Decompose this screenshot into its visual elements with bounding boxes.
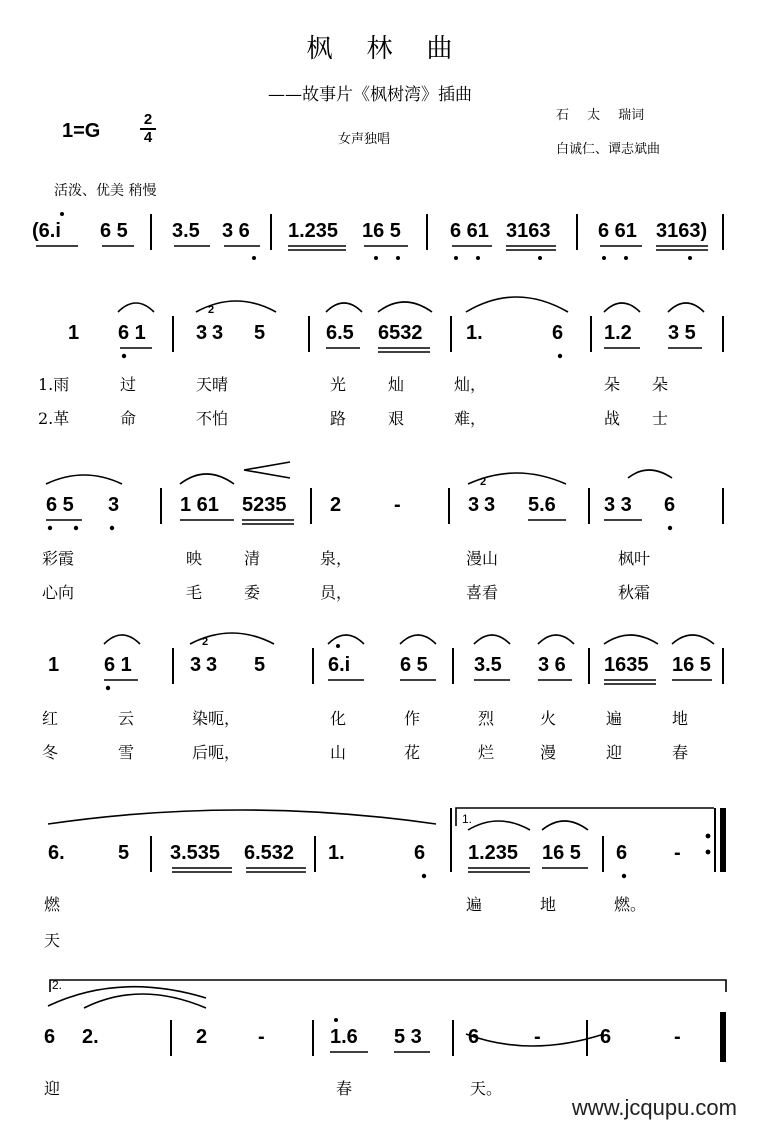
note: 1.2: [604, 322, 632, 344]
lyric: 化: [330, 709, 347, 728]
lyric: 员，: [320, 583, 353, 602]
note: 1: [68, 322, 80, 344]
barline: [452, 1020, 454, 1056]
note: 6.: [48, 842, 65, 864]
note: 3: [108, 494, 120, 516]
barline: [588, 648, 590, 684]
lyric: 红: [42, 709, 59, 728]
barline: [150, 836, 152, 872]
barline: [426, 214, 428, 250]
lyric: 映: [186, 549, 203, 568]
barline: [590, 316, 592, 352]
system-3-notes: [0, 654, 759, 684]
barline: [722, 214, 724, 250]
lyric: 灿: [388, 375, 405, 394]
lyric: 毛: [186, 583, 203, 602]
lyric: 迎: [44, 1079, 61, 1098]
time-signature: [140, 112, 156, 146]
note: 16 5: [362, 220, 401, 242]
note: 6: [616, 842, 628, 864]
lyric: 燃。: [614, 895, 647, 914]
barline: [450, 808, 452, 872]
note: 3 6: [222, 220, 250, 242]
volta-1-label: 1.: [462, 812, 473, 826]
lyric: 遍: [606, 709, 623, 728]
note: 1.: [466, 322, 483, 344]
note: 2: [330, 494, 342, 516]
note: 3: [212, 322, 224, 344]
note: 5.6: [528, 494, 556, 516]
barline: [270, 214, 272, 250]
lyric: 春: [336, 1079, 353, 1098]
lyric: 心向: [42, 583, 75, 602]
note: 3.5: [474, 654, 502, 676]
note: -: [674, 1026, 681, 1048]
note: 1.235: [468, 842, 519, 864]
note: -: [674, 842, 681, 864]
lyric: 春: [672, 743, 689, 762]
note: 2: [196, 1026, 208, 1048]
lyric: 烈: [478, 709, 495, 728]
barline: [602, 836, 604, 872]
lyric: 天: [44, 931, 61, 950]
note: 6: [600, 1026, 612, 1048]
note: -: [534, 1026, 541, 1048]
lyric: 委: [244, 583, 261, 602]
lyric: 不怕: [196, 409, 229, 428]
lyric: 花: [404, 743, 421, 762]
note: 6: [552, 322, 564, 344]
note: 16 5: [672, 654, 711, 676]
lyric: 路: [330, 409, 347, 428]
lyric: 山: [330, 743, 347, 762]
final-barline: [720, 1012, 726, 1062]
lyric: 地: [672, 709, 689, 728]
note: 1.235: [288, 220, 339, 242]
barline: [450, 316, 452, 352]
barline: [576, 214, 578, 250]
lyric: 光: [330, 375, 347, 394]
lyric: 漫山: [466, 549, 499, 568]
note: 6: [664, 494, 676, 516]
lyric: 喜看: [466, 583, 499, 602]
song-title: 枫林曲: [306, 34, 487, 64]
note: 5 3: [394, 1026, 422, 1048]
barline: [312, 648, 314, 684]
barline: [722, 488, 724, 524]
note: 1 61: [180, 494, 219, 516]
lyric: 地: [540, 895, 557, 914]
lyric: 后呃，: [192, 743, 241, 762]
barline: [170, 1020, 172, 1056]
note: 3 3: [604, 494, 632, 516]
note: 3163: [506, 220, 551, 242]
lyric: 1.雨: [38, 375, 70, 394]
lyric: 艰: [388, 409, 405, 428]
note: 5: [254, 654, 266, 676]
note: 1.: [328, 842, 345, 864]
lyric: 遍: [466, 895, 483, 914]
subtitle: ——故事片《枫树湾》插曲: [268, 85, 472, 105]
volta-2-label: 2.: [52, 978, 63, 992]
lyric: 天。: [470, 1079, 503, 1098]
singer-label: 女声独唱: [338, 132, 391, 147]
barline: [588, 488, 590, 524]
note: 3 6: [538, 654, 566, 676]
note: 3: [196, 322, 208, 344]
note: 3: [468, 494, 480, 516]
grace-note: 2: [202, 636, 209, 648]
note: 3.5: [172, 220, 200, 242]
note: 1635: [604, 654, 649, 676]
time-signature-bottom: 4: [140, 128, 156, 146]
barline: [150, 214, 152, 250]
lyric: 2.革: [38, 409, 70, 428]
system-5-notes: [0, 1026, 759, 1056]
lyric: 迎: [606, 743, 623, 762]
barline: [722, 316, 724, 352]
system-2-notes: [0, 494, 759, 524]
watermark: www.jcqupu.com: [571, 1095, 737, 1120]
lyric: 火: [540, 709, 557, 728]
barline: [586, 1020, 588, 1056]
barline: [172, 648, 174, 684]
note: 3: [206, 654, 218, 676]
lyric: 天晴: [196, 375, 229, 394]
note: 6 5: [100, 220, 128, 242]
note: 6: [468, 1026, 480, 1048]
note: 3: [190, 654, 202, 676]
lyric: 云: [118, 709, 135, 728]
lyric: 难，: [454, 409, 487, 428]
note: 3.535: [170, 842, 221, 864]
barline: [310, 488, 312, 524]
note: 5: [254, 322, 266, 344]
note: 3 5: [668, 322, 696, 344]
lyric: 泉，: [320, 549, 353, 568]
note: -: [258, 1026, 265, 1048]
note: 5: [118, 842, 130, 864]
lyric: 过: [120, 375, 137, 394]
note: 6 1: [104, 654, 132, 676]
note: 6.5: [326, 322, 354, 344]
tempo-marking: 活泼、优美 稍慢: [54, 183, 157, 199]
note: 3163): [656, 220, 708, 242]
lyric: 漫: [540, 743, 557, 762]
time-signature-top: 2: [143, 111, 153, 128]
lyric: 雪: [118, 743, 135, 762]
note: 2.: [82, 1026, 99, 1048]
barline: [172, 316, 174, 352]
lyric: 染呃，: [192, 709, 241, 728]
intro-line: [0, 220, 759, 250]
note: 6 5: [46, 494, 74, 516]
lyric: 命: [120, 409, 137, 428]
grace-note: 2: [480, 476, 487, 488]
repeat-barline-thick: [720, 808, 726, 872]
note: 6 61: [450, 220, 489, 242]
key-signature: 1=G: [62, 120, 101, 142]
barline: [308, 316, 310, 352]
note: 3: [484, 494, 496, 516]
lyric: 冬: [42, 743, 59, 762]
note: -: [394, 494, 401, 516]
barline: [160, 488, 162, 524]
note: 1.6: [330, 1026, 358, 1048]
lyric: 清: [244, 549, 261, 568]
lyric: 彩霞: [42, 549, 75, 568]
barline: [452, 648, 454, 684]
repeat-barline-thin: [714, 808, 716, 872]
lyric: 朵朵: [604, 375, 701, 394]
grace-note: 2: [208, 304, 215, 316]
lyric: 灿，: [454, 375, 487, 394]
barline: [312, 1020, 314, 1056]
barline: [448, 488, 450, 524]
lyric: 作: [404, 709, 421, 728]
lyricist: 石 太 瑞词: [556, 108, 645, 123]
note: 6532: [378, 322, 423, 344]
note: 6: [44, 1026, 56, 1048]
note: 6 5: [400, 654, 428, 676]
lyric: 秋霜: [618, 583, 651, 602]
barline: [314, 836, 316, 872]
note: 6.532: [244, 842, 295, 864]
note: 6 61: [598, 220, 637, 242]
lyric: 燃: [44, 895, 61, 914]
composers: 白诚仁、谭志斌曲: [556, 142, 661, 157]
note: 6: [414, 842, 426, 864]
note: (6.i: [32, 220, 61, 242]
system-4-notes: [0, 842, 759, 872]
note: 6.i: [328, 654, 351, 676]
barline: [722, 648, 724, 684]
system-1-notes: [0, 322, 759, 352]
lyric: 枫叶: [618, 549, 651, 568]
lyric: 烂: [478, 743, 495, 762]
note: 6 1: [118, 322, 146, 344]
lyric: 战士: [604, 409, 701, 428]
note: 5235: [242, 494, 287, 516]
note: 16 5: [542, 842, 581, 864]
note: 1: [48, 654, 60, 676]
